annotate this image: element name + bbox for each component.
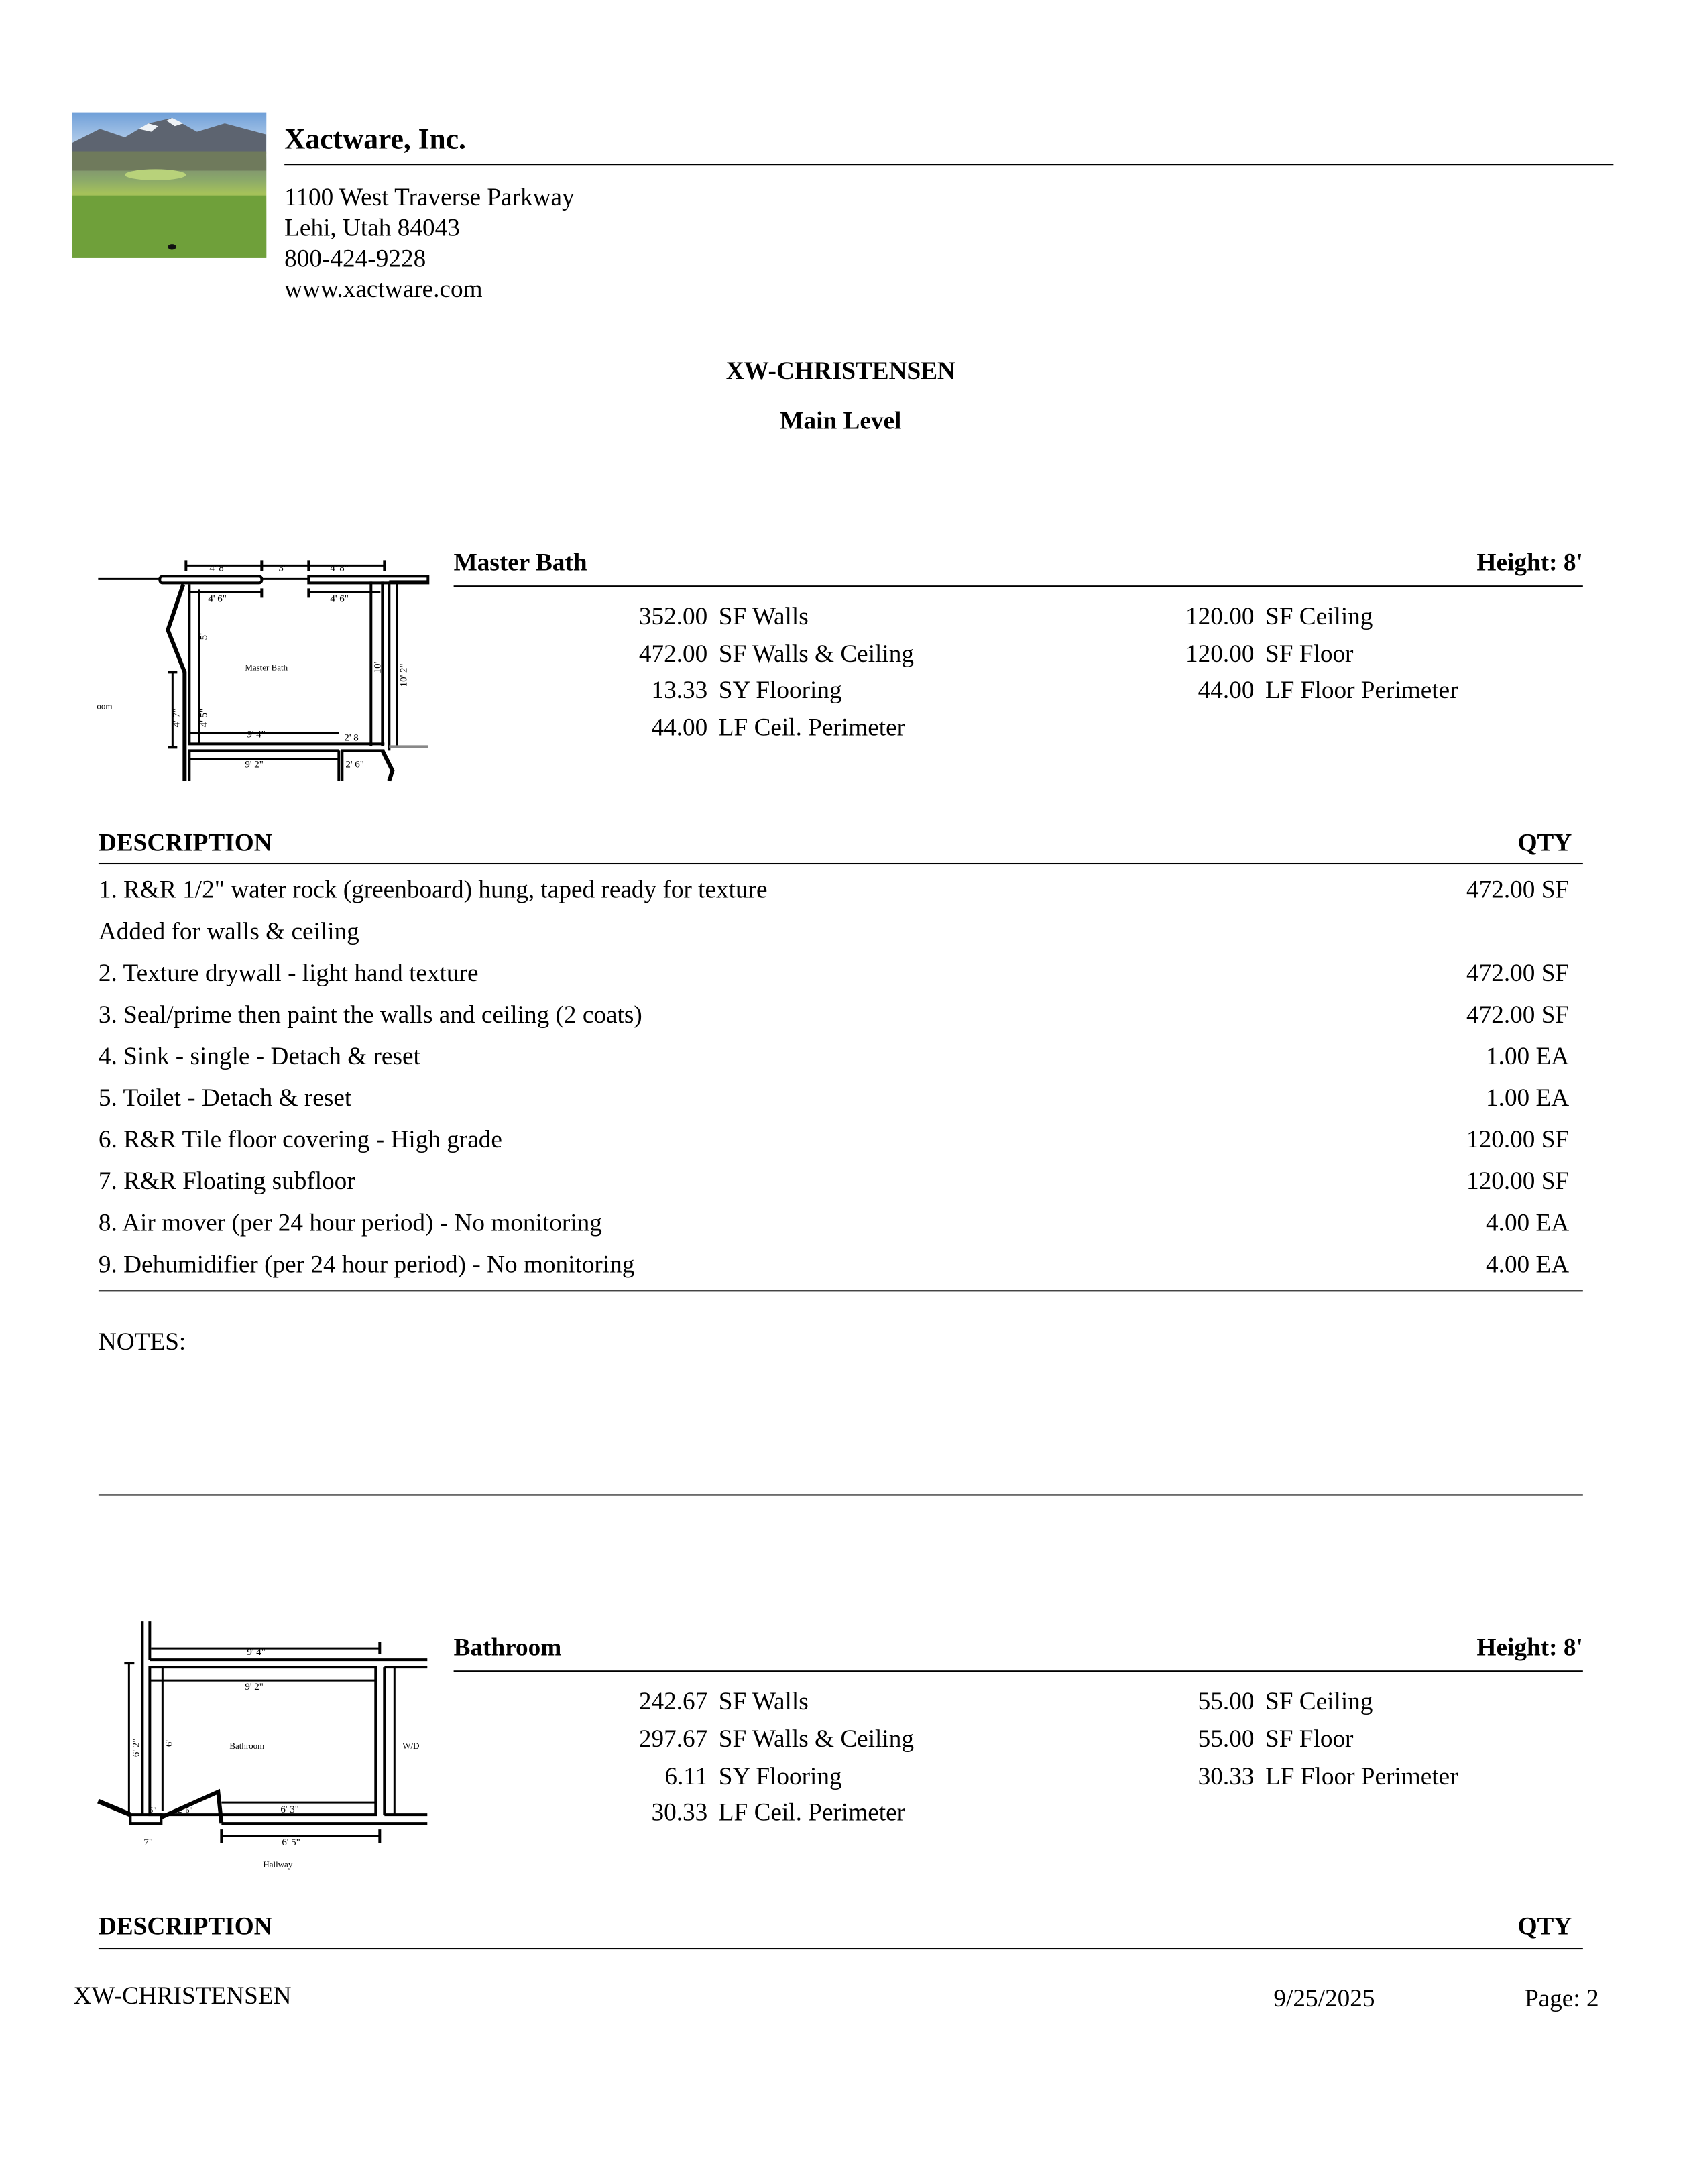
- stat-label: SF Walls & Ceiling: [718, 639, 915, 668]
- line-item-qty: 1.00 EA: [1486, 1083, 1570, 1112]
- line-item-qty: 120.00 SF: [1466, 1167, 1570, 1195]
- line-item-qty: 472.00 SF: [1466, 958, 1570, 987]
- line-item-qty: 4.00 EA: [1486, 1250, 1570, 1278]
- stat-value: 55.00: [1198, 1724, 1255, 1753]
- stat-value: 120.00: [1185, 639, 1255, 668]
- line-item-description: 9. Dehumidifier (per 24 hour period) - No monitoring: [98, 1250, 635, 1278]
- company-name: Xactware, Inc.: [284, 122, 466, 156]
- line-item-description: 3. Seal/prime then paint the walls and ceiling (2 coats): [98, 1000, 642, 1029]
- footer-date: 9/25/2025: [1273, 1984, 1375, 2012]
- company-logo-landscape-photo: [72, 113, 267, 258]
- room-header-rule: [454, 585, 1583, 587]
- stat-label: SF Ceiling: [1265, 1687, 1373, 1715]
- notes-label: NOTES:: [98, 1328, 186, 1356]
- bathroom-sketch: [87, 1609, 436, 1878]
- stat-label: LF Floor Perimeter: [1265, 1762, 1458, 1790]
- line-item-description: 5. Toilet - Detach & reset: [98, 1083, 352, 1112]
- line-item-note: Added for walls & ceiling: [98, 917, 359, 945]
- notes-bottom-rule: [99, 1494, 1583, 1495]
- stat-label: LF Floor Perimeter: [1265, 675, 1458, 704]
- stat-label: SY Flooring: [718, 1762, 842, 1790]
- stat-value: 13.33: [651, 675, 708, 704]
- line-item-qty: 472.00 SF: [1466, 875, 1570, 903]
- line-item-description: 1. R&R 1/2" water rock (greenboard) hung, taped ready for texture: [98, 875, 768, 903]
- sketch-room-label: Bathroom: [229, 1741, 264, 1751]
- sketch-label: 10': [371, 662, 383, 674]
- sketch-label: 3': [278, 563, 286, 575]
- line-item-description: 8. Air mover (per 24 hour period) - No monitoring: [98, 1208, 602, 1237]
- room-header-rule: [454, 1670, 1583, 1672]
- room-name: Master Bath: [453, 548, 587, 576]
- line-item-qty: 4.00 EA: [1486, 1208, 1570, 1237]
- footer-document-title: XW-CHRISTENSEN: [73, 1981, 292, 2010]
- sketch-label: 6' 5": [281, 1837, 300, 1849]
- stat-value: 44.00: [1198, 675, 1255, 704]
- level-title: Main Level: [780, 406, 902, 435]
- master-bath-sketch: [87, 550, 436, 791]
- stat-value: 30.33: [651, 1798, 708, 1826]
- sketch-label: 4' 8": [329, 563, 349, 575]
- sketch-label: 9' 4": [246, 729, 266, 740]
- sketch-label: 5': [198, 633, 209, 640]
- table-bottom-rule: [99, 1290, 1583, 1291]
- sketch-label: 9' 4": [246, 1647, 266, 1658]
- line-item-qty: 472.00 SF: [1466, 1000, 1570, 1029]
- sketch-label: 9' 2": [244, 759, 264, 770]
- stat-value: 352.00: [638, 601, 708, 630]
- sketch-label: 4' 7": [170, 709, 182, 728]
- stat-label: SF Walls: [718, 1687, 809, 1715]
- table-header-rule: [99, 863, 1583, 864]
- sketch-label: 9' 2": [244, 1682, 264, 1693]
- stat-value: 297.67: [638, 1724, 708, 1753]
- company-phone: 800-424-9228: [284, 244, 426, 272]
- stat-label: SF Floor: [1265, 639, 1354, 668]
- sketch-label: 6' 2": [130, 1738, 141, 1758]
- line-item-description: 6. R&R Tile floor covering - High grade: [98, 1125, 502, 1153]
- stat-value: 30.33: [1198, 1762, 1255, 1790]
- sketch-label: 4' 6": [207, 593, 227, 605]
- sketch-label: W/D: [402, 1741, 420, 1751]
- line-item-description: 4. Sink - single - Detach & reset: [98, 1041, 420, 1070]
- footer-page-number: Page: 2: [1524, 1984, 1599, 2012]
- stat-value: 55.00: [1198, 1687, 1255, 1715]
- line-item-qty: 1.00 EA: [1486, 1041, 1570, 1070]
- sketch-label: 4' 6": [329, 593, 349, 605]
- stat-value: 6.11: [664, 1762, 708, 1790]
- stat-label: SY Flooring: [718, 675, 842, 704]
- stat-value: 472.00: [638, 639, 708, 668]
- sketch-room-label: Master Bath: [244, 662, 288, 673]
- qty-header: QTY: [1517, 828, 1572, 856]
- sketch-label: 10' 2": [398, 663, 409, 687]
- sketch-label: Hallway: [262, 1859, 292, 1870]
- stat-label: SF Floor: [1265, 1724, 1354, 1753]
- sketch-label: 4' 8": [209, 563, 228, 575]
- sketch-label: 7": [143, 1837, 153, 1849]
- document-title: XW-CHRISTENSEN: [725, 356, 955, 385]
- sketch-label: 5": [148, 1805, 156, 1815]
- sketch-label: 6': [163, 1739, 174, 1747]
- table-header-rule: [99, 1948, 1583, 1949]
- header-rule: [284, 164, 1613, 165]
- stat-label: LF Ceil. Perimeter: [718, 1798, 906, 1826]
- room-height: Height: 8': [1476, 548, 1583, 576]
- line-item-qty: 120.00 SF: [1466, 1125, 1570, 1153]
- sketch-label: 6' 3": [280, 1804, 299, 1816]
- qty-header: QTY: [1517, 1912, 1572, 1940]
- room-name: Bathroom: [453, 1633, 562, 1661]
- sketch-label: 2' 6": [345, 759, 364, 770]
- stat-label: SF Ceiling: [1265, 601, 1373, 630]
- stat-value: 44.00: [651, 713, 708, 741]
- line-item-description: 2. Texture drywall - light hand texture: [98, 958, 479, 987]
- stat-label: SF Walls & Ceiling: [718, 1724, 915, 1753]
- company-address-line2: Lehi, Utah 84043: [284, 213, 460, 242]
- stat-label: SF Walls: [718, 601, 809, 630]
- company-website[interactable]: www.xactware.com: [284, 274, 483, 303]
- room-height: Height: 8': [1476, 1633, 1583, 1661]
- company-address-line1: 1100 West Traverse Parkway: [284, 183, 575, 211]
- sketch-label: 4' 5": [198, 709, 209, 728]
- stat-label: LF Ceil. Perimeter: [718, 713, 906, 741]
- sketch-label: oom: [96, 701, 113, 711]
- description-header: DESCRIPTION: [98, 1912, 272, 1940]
- line-item-description: 7. R&R Floating subfloor: [98, 1167, 355, 1195]
- sketch-label: 2' 8: [343, 732, 359, 744]
- stat-value: 120.00: [1185, 601, 1255, 630]
- sketch-label: 2' 6": [177, 1805, 192, 1815]
- description-header: DESCRIPTION: [98, 828, 272, 856]
- stat-value: 242.67: [638, 1687, 708, 1715]
